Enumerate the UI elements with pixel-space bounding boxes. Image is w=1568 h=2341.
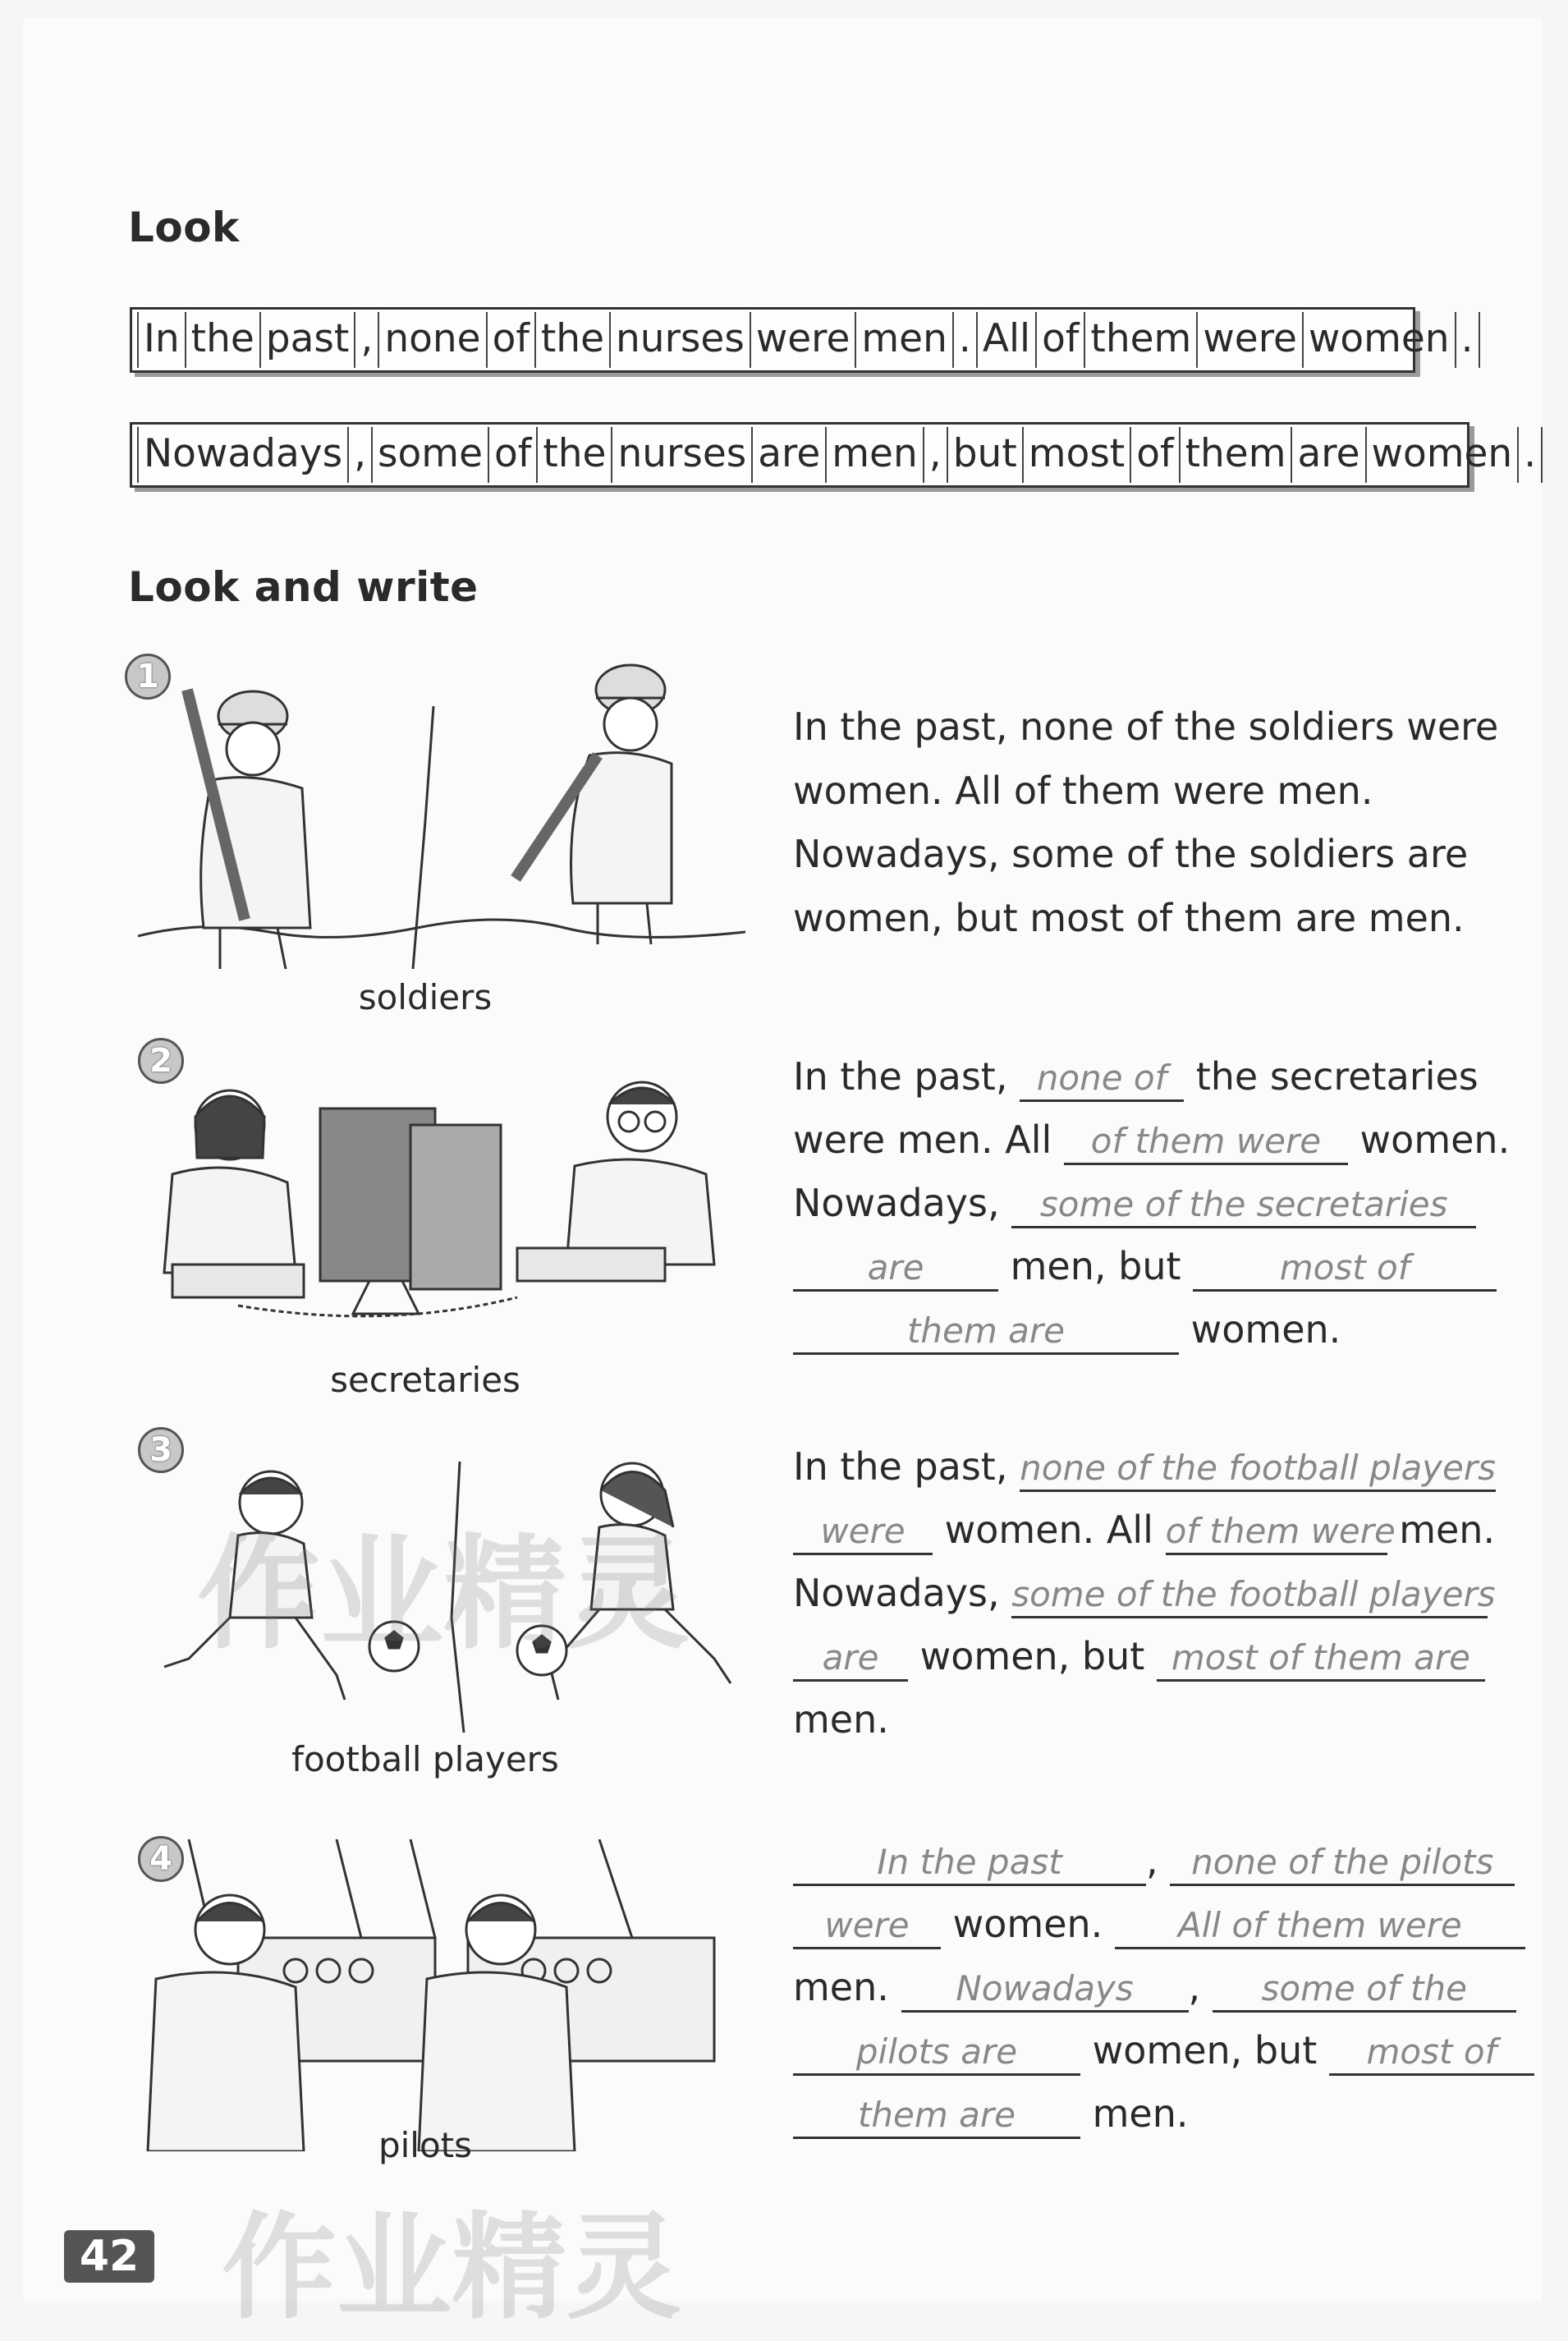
strip-1-word-16: women [1304,312,1456,368]
caption-secretaries: secretaries [330,1360,520,1400]
item-2-line-1 [793,1053,1479,1102]
item-3-line-5: men. [793,1697,889,1742]
item-4-line-5 [793,2091,1189,2139]
item-2-blank-3[interactable]: some of the secretaries [1011,1183,1476,1228]
strip-1-word-4: , [355,312,379,368]
strip-2-word-16: . [1519,427,1543,483]
item-3-blank-2[interactable]: were [793,1510,933,1555]
item-3-blank-5[interactable]: are [793,1636,908,1682]
caption-football-players: football players [291,1739,559,1779]
strip-1-word-3: past [261,312,356,368]
strip-2-word-6: nurses [612,427,753,483]
soldiers-illustration [138,657,745,985]
item-4-blank-9[interactable]: them are [793,2094,1080,2139]
item-2-line-4 [793,1243,1497,1292]
item-4-line-1 [793,1838,1515,1886]
item-number-3: 3 [138,1427,184,1473]
item-2-line-2 [793,1117,1510,1165]
item-4-text-2: women. [952,1902,1103,1946]
item-3-text-2: women. All [944,1508,1153,1552]
secretaries-illustration [140,1059,731,1338]
item-3-text-1: In the past, [793,1444,1008,1489]
item-3-line-1 [793,1444,1496,1492]
strip-1-word-5: none [379,312,487,368]
item-2-blank-1[interactable]: none of [1020,1057,1184,1102]
strip-1-word-7: the [536,312,611,368]
item-number-2: 2 [138,1038,184,1084]
item-3-blank-1[interactable]: none of the football players [1020,1447,1496,1492]
strip-2-word-12: of [1131,427,1180,483]
item-4-text-1: , [1146,1838,1158,1883]
item-2-blank-5[interactable]: most of [1193,1246,1497,1292]
item-1-text [793,695,1498,950]
item-4-text-5: women, but [1092,2028,1318,2072]
item-4-line-2 [793,1901,1525,1949]
item-number-1: 1 [125,654,171,700]
page-number: 42 [64,2230,154,2283]
item-4-line-3 [793,1964,1516,2013]
item-3-text-4: Nowadays, [793,1571,1000,1615]
item-2-text-3: were men. All [793,1118,1052,1162]
watermark-middle: 作业精灵 [197,1523,690,1666]
strip-2-word-1: Nowadays [137,427,349,483]
item-4-text-4: , [1188,1965,1201,2009]
item-2-text-1: In the past, [793,1054,1008,1099]
strip-1-word-6: of [488,312,536,368]
strip-1-word-11: . [954,312,978,368]
item-1-line-4: women, but most of them are men. [793,895,1465,940]
item-1-line-2: women. All of them were men. [793,768,1373,813]
item-3-blank-6[interactable]: most of them are [1157,1636,1485,1682]
item-number-4: 4 [138,1836,184,1882]
item-3-line-4 [793,1633,1485,1682]
item-4-line-4 [793,2027,1534,2076]
item-3-text-3: men. [1399,1508,1496,1552]
item-2-text-6: men, but [1010,1244,1181,1288]
item-4-blank-2[interactable]: none of the pilots [1170,1841,1515,1886]
look-and-write-heading: Look and write [128,563,479,611]
item-3-line-2 [793,1507,1495,1555]
item-4-blank-1[interactable]: In the past [793,1841,1146,1886]
sentence-strip-1 [130,307,1474,373]
pilots-illustration [140,1839,747,2151]
item-2-blank-4[interactable]: are [793,1246,998,1292]
strip-2-word-5: the [538,427,612,483]
watermark-bottom: 作业精灵 [222,2201,682,2335]
strip-2-word-9: , [924,427,948,483]
caption-soldiers: soldiers [358,977,493,1017]
item-3-blank-3[interactable]: of them were [1166,1510,1387,1555]
caption-pilots: pilots [378,2125,473,2165]
strip-1-word-15: were [1198,312,1304,368]
item-2-blank-6[interactable]: them are [793,1310,1179,1355]
item-2-text-2: the secretaries [1195,1054,1479,1099]
strip-1-word-8: nurses [611,312,751,368]
item-2-line-5 [793,1306,1341,1355]
strip-2-word-8: men [827,427,924,483]
strip-2-word-15: women [1367,427,1520,483]
item-4-text-6: men. [1092,2091,1189,2136]
strip-2-word-7: are [753,427,827,483]
item-1-line-1: In the past, none of the soldiers were [793,705,1499,749]
strip-1-word-12: All [978,312,1037,368]
strip-1-word-14: them [1085,312,1198,368]
strip-2-word-3: some [373,427,489,483]
item-4-blank-6[interactable]: some of the [1213,1967,1516,2013]
strip-1-word-17: . [1456,312,1480,368]
item-2-text-5: Nowadays, [793,1181,1000,1225]
item-4-blank-7[interactable]: pilots are [793,2031,1080,2076]
strip-2-word-14: are [1292,427,1366,483]
strip-2-word-11: most [1024,427,1131,483]
strip-1-word-10: men [856,312,954,368]
item-1-line-3: Nowadays, some of the soldiers are [793,832,1469,876]
item-2-line-3 [793,1180,1476,1228]
strip-2-word-10: but [948,427,1024,483]
item-2-text-7: women. [1190,1307,1341,1352]
look-heading: Look [128,204,240,251]
strip-2-word-2: , [349,427,373,483]
strip-1-word-9: were [751,312,857,368]
item-4-text-3: men. [793,1965,889,2009]
item-3-line-3 [793,1570,1496,1618]
item-2-text-4: women. [1359,1118,1511,1162]
strip-1-word-1: In [137,312,186,368]
strip-1-word-2: the [186,312,261,368]
item-4-blank-3[interactable]: were [793,1904,941,1949]
item-4-blank-5[interactable]: Nowadays [901,1967,1189,2013]
strip-2-word-4: of [489,427,538,483]
item-2-blank-2[interactable]: of them were [1064,1120,1348,1165]
item-3-blank-4[interactable]: some of the football players [1011,1573,1488,1618]
item-3-text-5: women, but [919,1634,1145,1678]
item-4-blank-8[interactable]: most of [1329,2031,1534,2076]
strip-2-word-13: them [1181,427,1293,483]
item-4-blank-4[interactable]: All of them were [1115,1904,1525,1949]
strip-1-word-13: of [1037,312,1085,368]
sentence-strip-2 [130,422,1537,488]
